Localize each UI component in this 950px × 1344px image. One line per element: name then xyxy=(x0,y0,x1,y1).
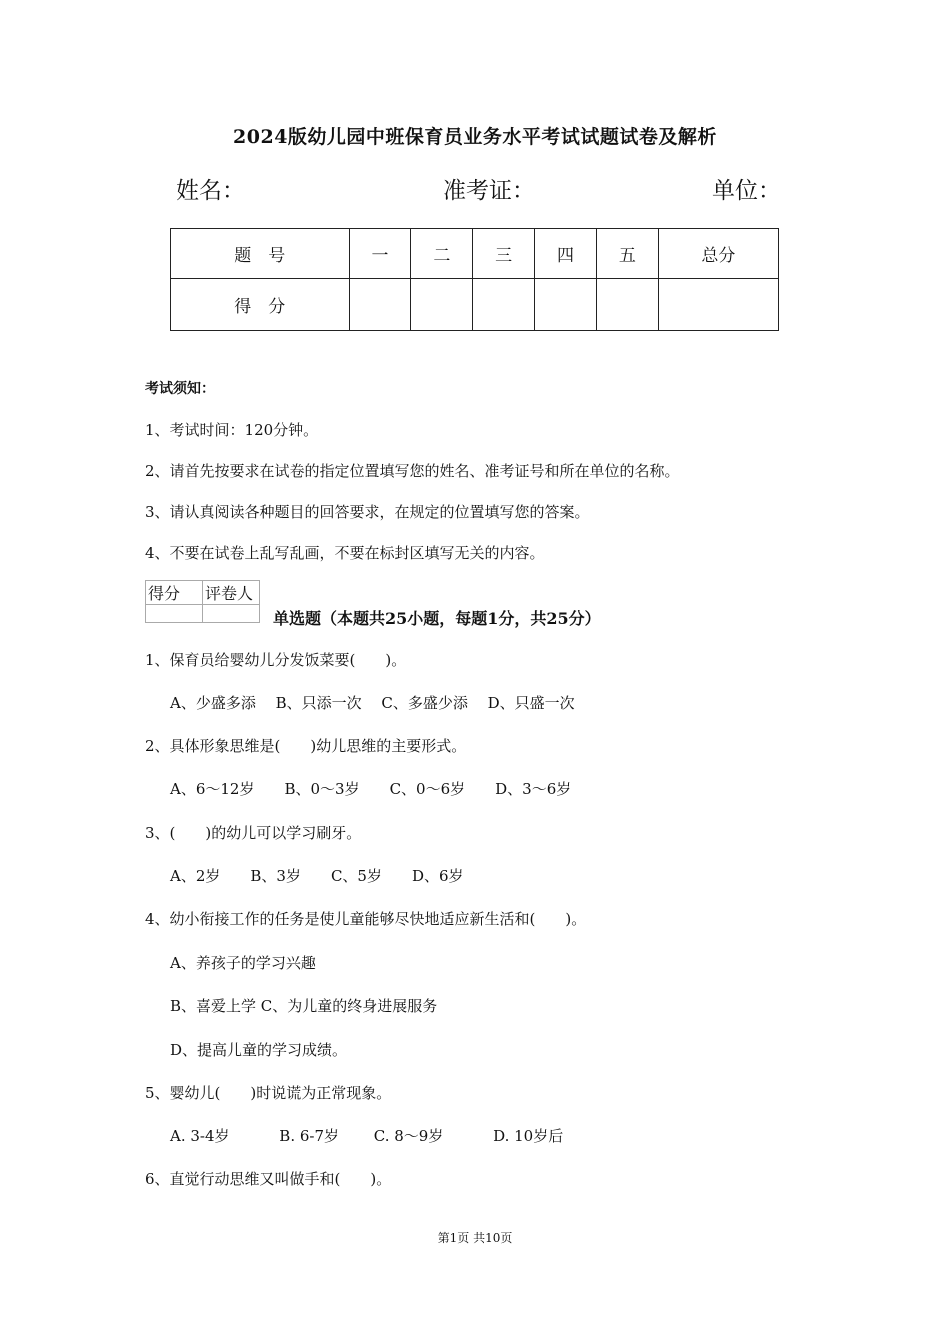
question-options: A、2岁 B、3岁 C、5岁 D、6岁 xyxy=(170,867,464,885)
score-table xyxy=(170,228,779,331)
question-stem: 4、幼小衔接工作的任务是使儿童能够尽快地适应新生活和( )。 xyxy=(145,910,587,928)
score-table-score-label: 得 分 xyxy=(171,279,350,331)
notice-item: 4、不要在试卷上乱写乱画，不要在标封区填写无关的内容。 xyxy=(145,544,545,562)
notice-heading: 考试须知： xyxy=(145,381,215,397)
grader-score-cell[interactable] xyxy=(146,605,203,623)
question-stem: 5、婴幼儿( )时说谎为正常现象。 xyxy=(145,1084,392,1102)
grader-name-cell[interactable] xyxy=(203,605,260,623)
grader-score-label: 得分 xyxy=(146,581,203,605)
question-stem: 2、具体形象思维是( )幼儿思维的主要形式。 xyxy=(145,737,467,755)
notice-item: 3、请认真阅读各种题目的回答要求，在规定的位置填写您的答案。 xyxy=(145,503,590,521)
question-options: A、6～12岁 B、0～3岁 C、0～6岁 D、3～6岁 xyxy=(170,780,572,798)
score-table-header-row xyxy=(171,229,779,279)
grader-name-label: 评卷人 xyxy=(203,581,260,605)
score-cell[interactable] xyxy=(535,279,597,331)
question-stem: 3、( )的幼儿可以学习刷牙。 xyxy=(145,824,362,842)
score-table-score-row xyxy=(171,279,779,331)
score-cell[interactable] xyxy=(349,279,411,331)
score-cell[interactable] xyxy=(473,279,535,331)
notice-item: 2、请首先按要求在试卷的指定位置填写您的姓名、准考证号和所在单位的名称。 xyxy=(145,462,680,480)
score-cell-total[interactable] xyxy=(658,279,778,331)
question-option: B、喜爱上学 C、为儿童的终身进展服务 xyxy=(170,997,438,1015)
score-table-header-label: 题 号 xyxy=(171,229,350,279)
question-options: A、少盛多添 B、只添一次 C、多盛少添 D、只盛一次 xyxy=(170,694,575,712)
score-table-col-total: 总分 xyxy=(658,229,778,279)
question-stem: 1、保育员给婴幼儿分发饭菜要( )。 xyxy=(145,651,407,669)
question-stem: 6、直觉行动思维又叫做手和( )。 xyxy=(145,1170,392,1188)
name-label: 姓名： xyxy=(176,178,245,204)
unit-label: 单位： xyxy=(712,178,781,204)
question-options: A. 3-4岁 B. 6-7岁 C. 8～9岁 D. 10岁后 xyxy=(170,1127,564,1145)
exam-id-label: 准考证： xyxy=(443,178,535,204)
question-option: D、提高儿童的学习成绩。 xyxy=(170,1041,348,1059)
score-table-col-5: 五 xyxy=(596,229,658,279)
notice-item: 1、考试时间：120分钟。 xyxy=(145,421,319,439)
section-title: 单选题（本题共25小题，每题1分，共25分） xyxy=(273,609,601,628)
question-option: A、养孩子的学习兴趣 xyxy=(170,954,316,972)
score-cell[interactable] xyxy=(411,279,473,331)
page-title: 2024版幼儿园中班保育员业务水平考试试题试卷及解析 xyxy=(233,126,717,148)
page-footer: 第1页 共10页 xyxy=(437,1231,513,1245)
score-table-col-3: 三 xyxy=(473,229,535,279)
score-table-col-1: 一 xyxy=(349,229,411,279)
score-table-col-4: 四 xyxy=(535,229,597,279)
grader-box xyxy=(145,580,260,623)
score-cell[interactable] xyxy=(596,279,658,331)
score-table-col-2: 二 xyxy=(411,229,473,279)
